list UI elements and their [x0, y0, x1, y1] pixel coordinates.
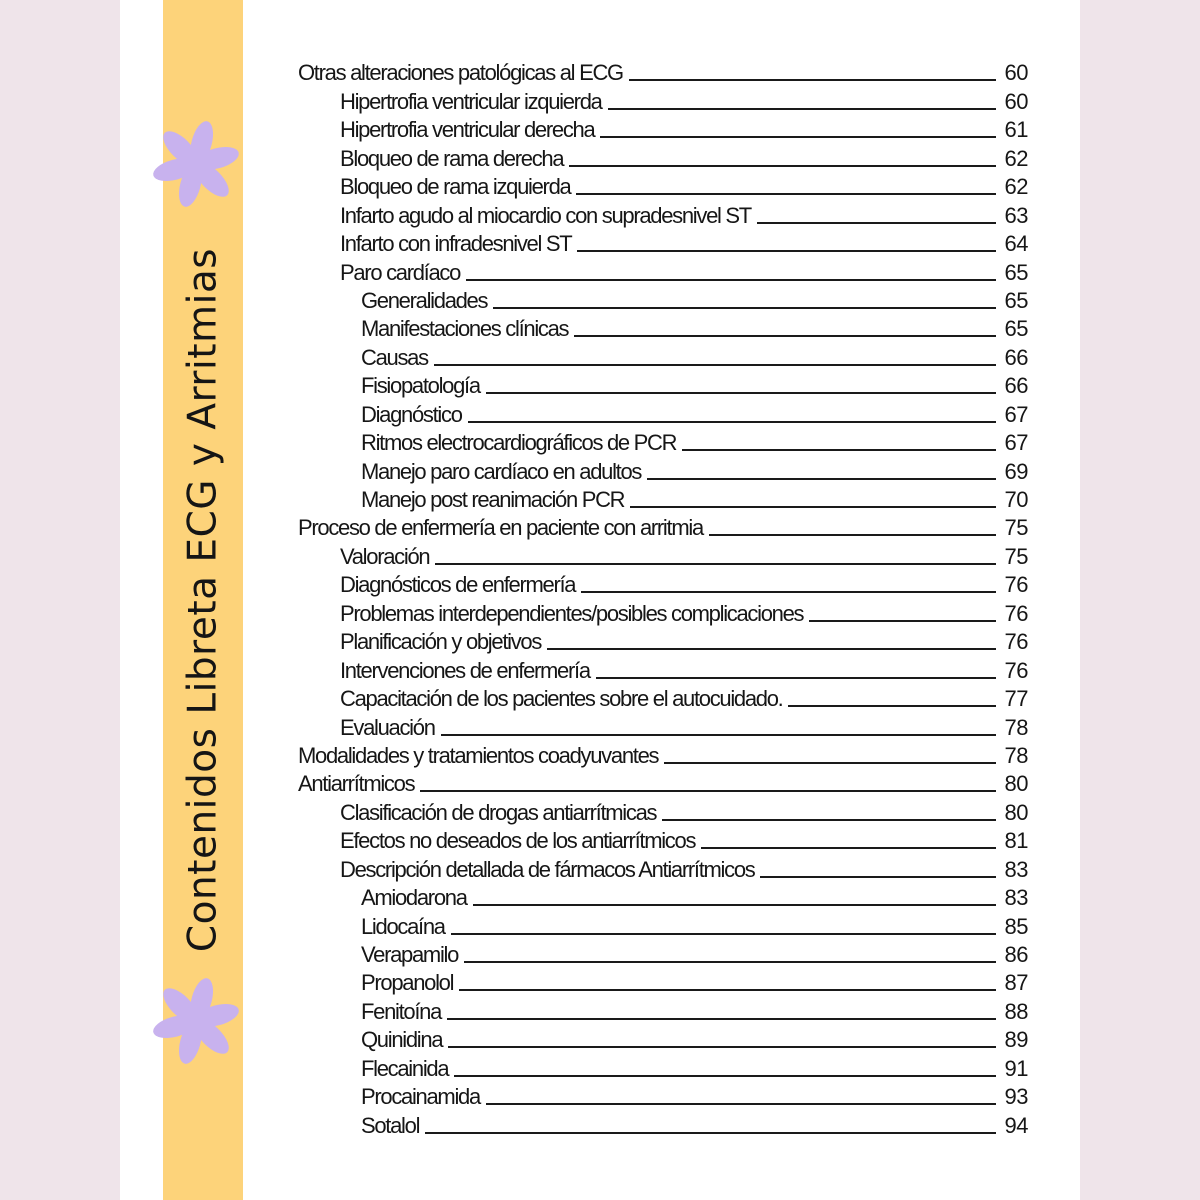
toc-entry-page: 80 [1004, 799, 1028, 825]
toc-entry-page: 75 [1004, 515, 1028, 541]
toc-entry-page: 67 [1004, 430, 1028, 456]
toc-leader-line [569, 165, 996, 167]
toc-entry-page: 62 [1004, 174, 1028, 200]
flower-icon [150, 975, 242, 1067]
toc-entry-page: 64 [1004, 231, 1028, 257]
toc-leader-line [435, 563, 996, 565]
toc-leader-line [788, 705, 996, 707]
toc-entry-title: Causas [361, 344, 428, 370]
toc-entry-title: Flecainida [361, 1055, 449, 1081]
toc-entry-page: 87 [1004, 970, 1028, 996]
toc-entry-page: 69 [1004, 458, 1028, 484]
toc-leader-line [493, 307, 996, 309]
toc-leader-line [629, 79, 996, 81]
toc-entry-page: 78 [1004, 714, 1028, 740]
toc-entry-title: Otras alteraciones patológicas al ECG [298, 60, 623, 86]
toc-entry [298, 712, 1028, 740]
toc-entry-title: Procainamida [361, 1084, 480, 1110]
toc-leader-line [547, 648, 996, 650]
toc-entry [298, 286, 1028, 314]
toc-entry [298, 655, 1028, 683]
toc-entry-page: 62 [1004, 145, 1028, 171]
toc-entry [298, 229, 1028, 257]
toc-entry-title: Capacitación de los pacientes sobre el autocuidado. [340, 686, 783, 712]
toc-entry-page: 65 [1004, 259, 1028, 285]
toc-leader-line [577, 250, 996, 252]
toc-entry-page: 81 [1004, 828, 1028, 854]
toc-entry-title: Lidocaína [361, 913, 445, 939]
toc-entry-title: Verapamilo [361, 942, 459, 967]
toc-entry-title: Diagnóstico [361, 401, 462, 427]
toc-leader-line [608, 108, 996, 110]
toc-entry-title: Descripción detallada de fármacos Antiarrítmicos [340, 856, 755, 882]
toc-entry-title: Intervenciones de enfermería [340, 657, 590, 683]
toc-entry-page: 77 [1004, 686, 1028, 712]
toc-entry [298, 911, 1028, 939]
flower-icon [150, 118, 242, 210]
toc-entry-title: Propanolol [361, 970, 454, 996]
toc-entry-page: 76 [1004, 572, 1028, 598]
toc-entry-page: 94 [1004, 1112, 1028, 1138]
toc-leader-line [451, 933, 996, 935]
toc-leader-line [581, 591, 996, 593]
toc-leader-line [709, 534, 996, 536]
toc-entry-title: Quinidina [361, 1027, 443, 1053]
toc-leader-line [600, 136, 996, 138]
toc-entry-page: 63 [1004, 202, 1028, 228]
toc-entry-page: 60 [1004, 60, 1028, 86]
toc-leader-line [647, 478, 996, 480]
toc-entry-title: Hipertrofia ventricular derecha [340, 117, 595, 143]
toc-entry-title: Sotalol [361, 1112, 420, 1138]
toc-entry [298, 570, 1028, 598]
toc-leader-line [447, 1018, 996, 1020]
toc-entry [298, 485, 1028, 513]
toc-leader-line [448, 1046, 996, 1048]
toc-entry [298, 115, 1028, 143]
toc-entry-page: 75 [1004, 543, 1028, 569]
toc-entry-page: 70 [1004, 487, 1028, 512]
toc-entry [298, 769, 1028, 797]
toc-leader-line [701, 847, 996, 849]
toc-entry-page: 66 [1004, 373, 1028, 399]
toc-entry-page: 86 [1004, 942, 1028, 967]
toc-entry-page: 67 [1004, 401, 1028, 427]
toc-entry-title: Bloqueo de rama derecha [340, 145, 564, 171]
toc-entry-page: 91 [1004, 1055, 1028, 1081]
toc-entry-title: Diagnósticos de enfermería [340, 572, 576, 598]
toc-entry-page: 89 [1004, 1027, 1028, 1053]
toc-entry [298, 399, 1028, 427]
toc-entry [298, 854, 1028, 882]
toc-leader-line [576, 193, 996, 195]
toc-entry-title: Infarto con infradesnivel ST [340, 231, 572, 257]
toc-entry [298, 200, 1028, 228]
toc-entry-title: Paro cardíaco [340, 259, 461, 285]
toc-leader-line [757, 222, 996, 224]
toc-entry-title: Manejo post reanimación PCR [361, 487, 625, 512]
toc-entry-title: Evaluación [340, 714, 435, 740]
toc-entry [298, 940, 1028, 968]
toc-entry [298, 456, 1028, 484]
toc-entry-page: 76 [1004, 629, 1028, 655]
toc-entry [298, 883, 1028, 911]
toc-entry [298, 968, 1028, 996]
toc-entry-title: Fisiopatología [361, 373, 480, 399]
toc-entry-page: 93 [1004, 1084, 1028, 1110]
toc-leader-line [760, 876, 996, 878]
toc-entry [298, 257, 1028, 285]
toc-leader-line [596, 677, 996, 679]
toc-entry [298, 342, 1028, 370]
toc-entry-title: Infarto agudo al miocardio con supradesnivel ST [340, 202, 751, 228]
toc-entry-title: Modalidades y tratamientos coadyuvantes [298, 742, 659, 768]
toc-entry-page: 83 [1004, 856, 1028, 882]
toc-leader-line [486, 1103, 996, 1105]
toc-entry-page: 76 [1004, 657, 1028, 683]
toc-entry-title: Hipertrofia ventricular izquierda [340, 88, 602, 114]
toc-entry-title: Manifestaciones clínicas [361, 316, 569, 342]
toc-entry [298, 741, 1028, 769]
toc-entry-title: Generalidades [361, 287, 488, 313]
toc-entry-page: 83 [1004, 885, 1028, 911]
toc-entry [298, 86, 1028, 114]
toc-leader-line [664, 762, 996, 764]
toc-entry-title: Ritmos electrocardiográficos de PCR [361, 430, 677, 456]
toc-entry-title: Antiarrítmicos [298, 771, 415, 797]
toc-entry-page: 80 [1004, 771, 1028, 797]
toc-entry [298, 684, 1028, 712]
toc-entry-page: 65 [1004, 287, 1028, 313]
toc-entry-title: Planificación y objetivos [340, 629, 542, 655]
toc-leader-line [682, 449, 996, 451]
toc-entry [298, 428, 1028, 456]
toc-entry-page: 78 [1004, 742, 1028, 768]
toc-entry [298, 541, 1028, 569]
toc-leader-line [459, 989, 996, 991]
toc-entry [298, 996, 1028, 1024]
toc-entry [298, 1082, 1028, 1110]
toc-entry [298, 371, 1028, 399]
toc-entry-title: Proceso de enfermería en paciente con arritmia [298, 515, 703, 541]
toc-entry [298, 143, 1028, 171]
toc-entry [298, 1025, 1028, 1053]
toc-entry-title: Bloqueo de rama izquierda [340, 174, 571, 200]
toc-entry [298, 172, 1028, 200]
toc-leader-line [464, 961, 996, 963]
toc-leader-line [662, 819, 996, 821]
toc-entry-page: 88 [1004, 998, 1028, 1024]
toc-entry [298, 1110, 1028, 1138]
toc-leader-line [486, 392, 996, 394]
toc-entry [298, 58, 1028, 86]
toc-leader-line [425, 1132, 996, 1134]
toc-entry-title: Clasificación de drogas antiarrítmicas [340, 799, 657, 825]
toc-entry-page: 61 [1004, 117, 1028, 143]
toc-leader-line [574, 335, 996, 337]
toc-entry-title: Valoración [340, 543, 430, 569]
toc-entry-title: Manejo paro cardíaco en adultos [361, 458, 642, 484]
toc-leader-line [630, 506, 996, 508]
toc-entry [298, 513, 1028, 541]
toc-leader-line [473, 904, 996, 906]
toc-leader-line [468, 421, 996, 423]
toc-entry-page: 85 [1004, 913, 1028, 939]
toc-leader-line [420, 790, 996, 792]
toc-entry [298, 627, 1028, 655]
toc-entry-page: 65 [1004, 316, 1028, 342]
toc-leader-line [466, 279, 996, 281]
toc-entry [298, 314, 1028, 342]
toc-leader-line [454, 1075, 996, 1077]
toc-entry-title: Amiodarona [361, 885, 467, 911]
table-of-contents [298, 58, 1028, 1139]
toc-entry [298, 797, 1028, 825]
toc-entry [298, 1053, 1028, 1081]
toc-entry [298, 826, 1028, 854]
toc-entry-title: Efectos no deseados de los antiarrítmicos [340, 828, 696, 854]
toc-entry-page: 66 [1004, 344, 1028, 370]
toc-entry-page: 76 [1004, 600, 1028, 626]
toc-entry-title: Problemas interdependientes/posibles complicaciones [340, 600, 804, 626]
toc-leader-line [809, 620, 996, 622]
toc-entry-title: Fenitoína [361, 998, 442, 1024]
toc-entry-page: 60 [1004, 88, 1028, 114]
toc-leader-line [441, 734, 996, 736]
toc-entry [298, 598, 1028, 626]
sidebar-title: Contenidos Libreta ECG y Arritmias [180, 247, 226, 953]
toc-leader-line [434, 364, 996, 366]
